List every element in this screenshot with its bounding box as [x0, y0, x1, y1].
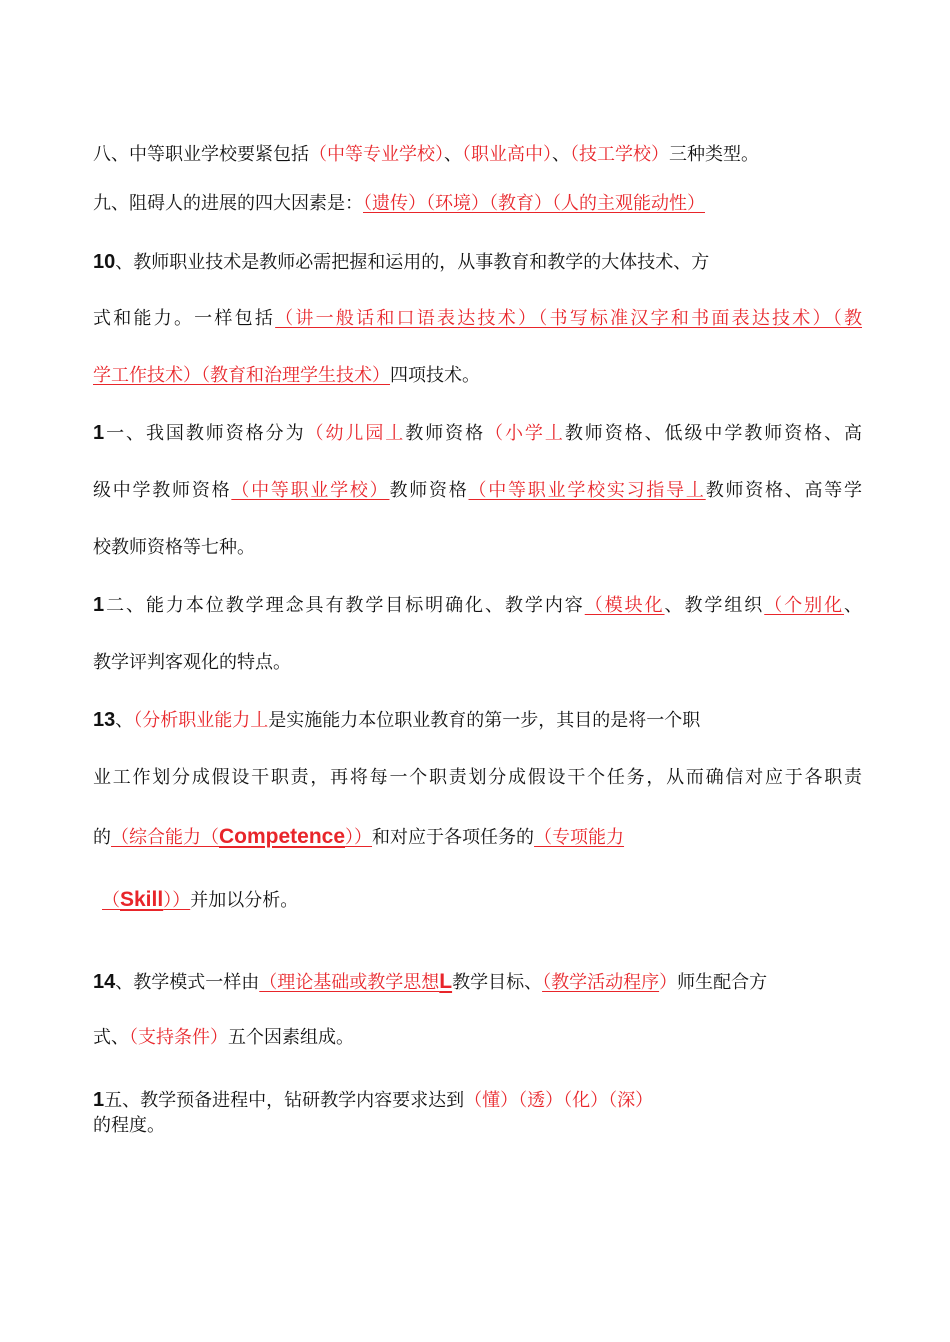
line-item-11b	[93, 479, 862, 503]
question-text: 的程度。	[93, 1115, 165, 1136]
answer-text: （综合能力（	[111, 827, 219, 848]
question-text: 、教师职业技术是教师必需把握和运用的，从事教育和教学的大体技术、方	[115, 252, 710, 273]
answer-text: （分析职业能力丄	[133, 710, 269, 731]
answer-text: （理论基础或教学思想	[259, 972, 440, 993]
answer-text: （支持条件）	[129, 1027, 228, 1048]
question-text: 并加以分析。	[190, 890, 299, 911]
answer-text: （讲一般话和口语表达技术）（书写标准汉字和书面表达技术）（教	[275, 308, 863, 329]
question-text: 教学目标、	[452, 972, 543, 993]
question-text: 教师资格	[405, 423, 486, 444]
answer-text: （模块化	[584, 595, 665, 616]
line-item-13c	[93, 825, 862, 850]
question-text: 五、教学预备进程中，钻研教学内容要求达到	[104, 1090, 465, 1111]
line-item-12a	[93, 593, 862, 618]
question-text: 的	[93, 827, 111, 848]
question-text: 教师资格、高等学	[705, 480, 863, 501]
question-text: 1	[93, 422, 105, 444]
answer-text: （中等职业学校）	[231, 480, 390, 501]
question-text: 13	[93, 709, 116, 731]
line-item-15b	[93, 1114, 862, 1138]
question-text: 九、阻碍人的进展的四大因素是：	[93, 193, 363, 214]
line-item-11c	[93, 536, 862, 560]
question-text: 一、我国教师资格分为	[104, 423, 306, 444]
question-text: 教学评判客观化的特点。	[93, 652, 291, 673]
question-text: 14	[93, 971, 116, 993]
question-text: 、教学组织	[664, 595, 765, 616]
line-item-11a	[93, 421, 862, 446]
answer-text: 学工作技术）（教育和治理学生技术）	[93, 365, 390, 386]
question-text: 和对应于各项任务的	[372, 827, 535, 848]
line-item-9	[93, 192, 862, 216]
answer-text: （教学活动程序	[542, 972, 660, 993]
answer-text: ））	[345, 827, 373, 848]
question-text: 八、中等职业学校要紧包括	[93, 144, 309, 165]
answer-text: （技工学校）	[570, 144, 669, 165]
answer-text: ））	[163, 890, 191, 911]
answer-text: （个别化	[764, 595, 845, 616]
question-text: 、	[444, 144, 462, 165]
question-text: 、	[844, 595, 863, 616]
question-text: 校教师资格等七种。	[93, 537, 255, 558]
answer-text: Skill	[120, 888, 164, 911]
question-text: 10	[93, 251, 116, 273]
line-item-13a	[93, 708, 862, 733]
answer-text: （中等专业学校）	[309, 144, 444, 165]
answer-text: L	[439, 970, 453, 993]
line-item-14b	[93, 1026, 862, 1050]
line-item-8	[93, 143, 862, 167]
answer-text: ）	[659, 972, 678, 993]
answer-text: （	[102, 890, 120, 911]
question-text: 五个因素组成。	[228, 1027, 354, 1048]
question-text: 三种类型。	[669, 144, 759, 165]
question-text: 式和能力。一样包括	[93, 308, 276, 329]
question-text: 教师资格、低级中学教师资格、高	[564, 423, 863, 444]
line-item-13d	[102, 888, 862, 913]
line-item-10c	[93, 364, 862, 388]
question-text: 业工作划分成假设干职责，再将每一个职责划分成假设干个任务，从而确信对应于各职责	[93, 767, 862, 788]
question-text: 式、	[93, 1027, 129, 1048]
question-text: 、	[115, 710, 134, 731]
question-text: 是实施能力本位职业教育的第一步，其目的是将一个职	[268, 710, 701, 731]
answer-text: （职业高中）	[462, 144, 552, 165]
answer-text: （小学丄	[485, 423, 565, 444]
question-text: 1	[93, 594, 105, 616]
line-item-12b	[93, 651, 862, 675]
line-item-14a	[93, 970, 862, 995]
question-text: 、	[552, 144, 570, 165]
question-text: 师生配合方	[677, 972, 768, 993]
question-text: 二、能力本位教学理念具有教学目标明确化、教学内容	[104, 595, 585, 616]
answer-text: （幼儿园丄	[305, 423, 406, 444]
question-text: 四项技术。	[390, 365, 480, 386]
answer-text: （中等职业学校实习指导丄	[468, 480, 706, 501]
answer-text: （专项能力	[534, 827, 625, 848]
answer-text: （懂）（透）（化）（深）	[464, 1090, 654, 1111]
question-text: 1	[93, 1089, 105, 1111]
answer-text: Competence	[219, 825, 346, 848]
line-item-15a	[93, 1088, 862, 1113]
answer-text: （遗传）（环境）（教育）（人的主观能动性）	[363, 193, 705, 214]
question-text: 级中学教师资格	[93, 480, 232, 501]
line-item-13b	[93, 766, 862, 790]
question-text: 教师资格	[389, 480, 469, 501]
line-item-10a	[93, 250, 862, 275]
line-item-10b	[93, 307, 862, 331]
question-text: 、教学模式一样由	[115, 972, 260, 993]
